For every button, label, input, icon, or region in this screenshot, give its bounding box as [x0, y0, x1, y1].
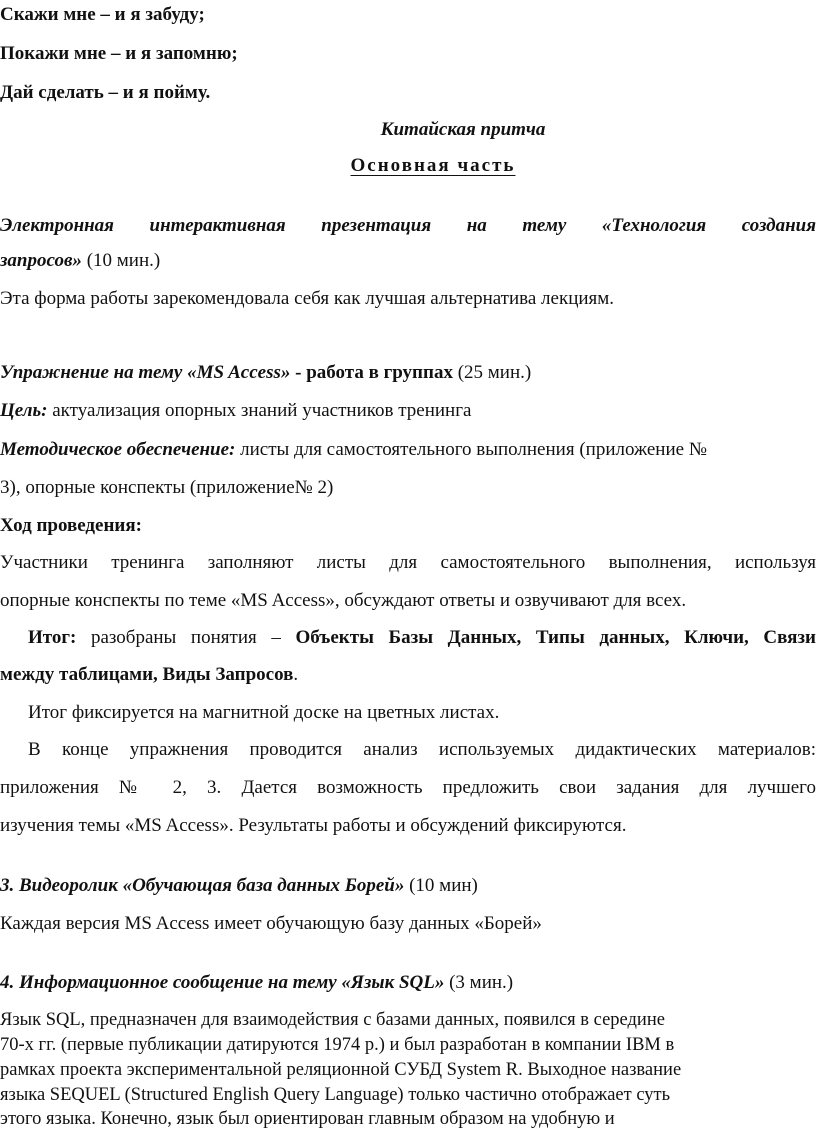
exercise-progress-line-1: Участники тренинга заполняют листы для самостоятельного выполнения, используя: [0, 552, 816, 573]
info-text-line-5: этого языка. Конечно, язык был ориентирован главным образом на удобную и: [0, 1109, 615, 1129]
epigraph-line-1: Скажи мне – и я забуду;: [0, 4, 205, 25]
info-heading: 4. Информационное сообщение на тему «Язык SQL» (3 мин.): [0, 972, 514, 993]
presentation-title-line-2: запросов» (10 мин.): [0, 250, 161, 271]
info-text-line-2: 70-х гг. (первые публикации датируются 1974 р.) и был разработан в компании IBM в: [0, 1035, 675, 1055]
info-text-line-4: языка SEQUEL (Structured English Query Language) только частично отображает суть: [0, 1085, 671, 1105]
exercise-progress-line-2: опорные конспекты по теме «MS Access», обсуждают ответы и озвучивают для всех.: [0, 590, 687, 611]
exercise-analysis-line-2: приложения № 2, 3. Дается возможность предложить свои задания для лучшего: [0, 777, 816, 798]
exercise-method-line-1: Методическое обеспечение: листы для самостоятельного выполнения (приложение №: [0, 439, 707, 460]
exercise-analysis-line-3: изучения темы «MS Access». Результаты работы и обсуждений фиксируются.: [0, 815, 627, 836]
epigraph-line-2: Покажи мне – и я запомню;: [0, 43, 238, 64]
exercise-result-line-2: между таблицами, Виды Запросов.: [0, 664, 299, 685]
video-text: Каждая версия MS Access имеет обучающую базу данных «Борей»: [0, 913, 542, 934]
exercise-analysis-line-1: В конце упражнения проводится анализ используемых дидактических материалов:: [28, 739, 816, 760]
exercise-progress-label: Ход проведения:: [0, 515, 142, 536]
presentation-text: Эта форма работы зарекомендовала себя как лучшая альтернатива лекциям.: [0, 288, 615, 309]
exercise-fix-text: Итог фиксируется на магнитной доске на цветных листах.: [28, 702, 500, 723]
presentation-title-line-1: Электронная интерактивная презентация на тему «Технология создания: [0, 215, 816, 236]
epigraph-attribution: Китайская притча: [380, 119, 546, 140]
video-heading: 3. Видеоролик «Обучающая база данных Борей» (10 мин): [0, 875, 478, 896]
exercise-heading: Упражнение на тему «MS Access» - работа в группах (25 мин.): [0, 362, 532, 383]
info-text-line-3: рамках проекта экспериментальной реляционной СУБД System R. Выходное название: [0, 1060, 682, 1080]
section-title: Основная часть: [350, 155, 516, 176]
exercise-goal: Цель: актуализация опорных знаний участников тренинга: [0, 400, 472, 421]
info-text-line-1: Язык SQL, предназначен для взаимодействия с базами данных, появился в середине: [0, 1010, 665, 1030]
exercise-result-line-1: Итог: разобраны понятия – Объекты Базы Данных, Типы данных, Ключи, Связи: [28, 627, 816, 648]
exercise-method-line-2: 3), опорные конспекты (приложение№ 2): [0, 477, 334, 498]
epigraph-line-3: Дай сделать – и я пойму.: [0, 82, 211, 103]
